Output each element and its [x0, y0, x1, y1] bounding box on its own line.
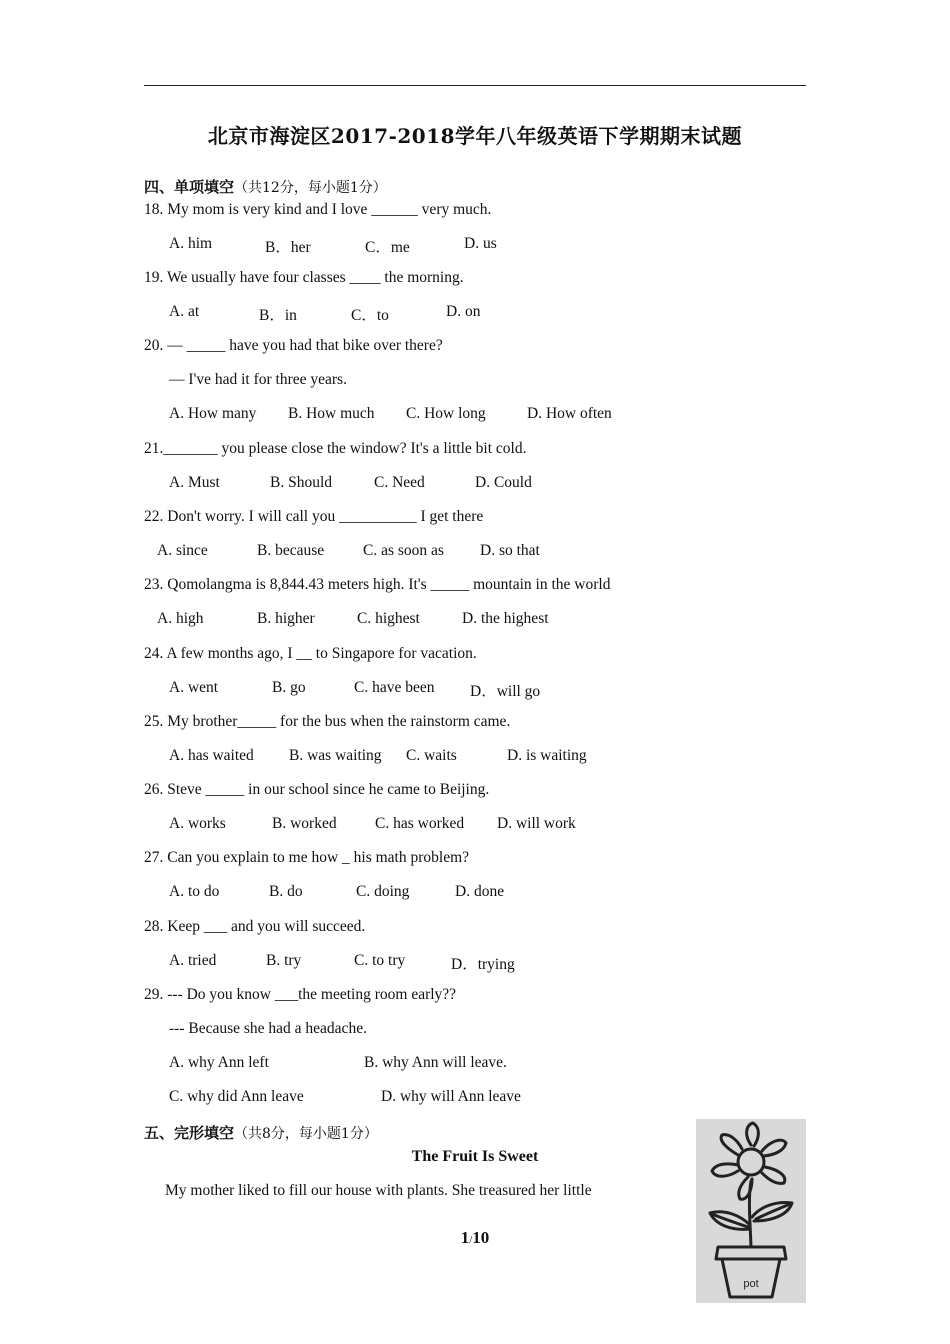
option-25-a: A. has waited	[169, 747, 254, 764]
option-20-d: D. How often	[527, 405, 612, 422]
section-5-note: （共8分，每小题1分）	[234, 1126, 378, 1142]
option-28-d: D．trying	[451, 956, 515, 973]
section-4-title: 四、单项填空	[144, 178, 235, 196]
option-26-a: A. works	[169, 815, 226, 832]
question-24: 24. A few months ago, I __ to Singapore for vacation.	[144, 645, 477, 662]
option-20-b: B. How much	[288, 405, 375, 422]
option-25-b: B. was waiting	[289, 747, 382, 764]
option-18-b: B．her	[265, 239, 311, 256]
option-21-a: A. Must	[169, 474, 220, 491]
question-21: 21._______ you please close the window? It's a little bit cold.	[144, 440, 527, 457]
option-22-a: A. since	[157, 542, 208, 559]
option-21-c: C. Need	[374, 474, 425, 491]
option-27-d: D. done	[455, 883, 505, 900]
option-19-d: D. on	[446, 303, 481, 320]
question-29: 29. --- Do you know ___the meeting room early??	[144, 986, 457, 1003]
question-19: 19. We usually have four classes ____ the morning.	[144, 269, 464, 286]
option-22-d: D. so that	[480, 542, 540, 559]
option-20-c: C. How long	[406, 405, 486, 422]
option-27-c: C. doing	[356, 883, 410, 900]
option-29-d: D. why will Ann leave	[381, 1088, 521, 1105]
option-27-a: A. to do	[169, 883, 220, 900]
header-rule	[144, 85, 806, 86]
option-27-b: B. do	[269, 883, 303, 900]
option-26-c: C. has worked	[375, 815, 465, 832]
question-20: 20. — _____ have you had that bike over there?	[144, 337, 443, 354]
option-21-b: B. Should	[270, 474, 333, 491]
option-23-c: C. highest	[357, 610, 420, 627]
option-21-d: D. Could	[475, 474, 532, 491]
question-25: 25. My brother_____ for the bus when the rainstorm came.	[144, 713, 511, 730]
option-22-b: B. because	[257, 542, 325, 559]
question-22: 22. Don't worry. I will call you __________ I get there	[144, 508, 484, 525]
option-23-b: B. higher	[257, 610, 315, 627]
question-26: 26. Steve _____ in our school since he came to Beijing.	[144, 781, 490, 798]
option-22-c: C. as soon as	[363, 542, 444, 559]
option-29-a: A. why Ann left	[169, 1054, 269, 1071]
option-28-b: B. try	[266, 952, 302, 969]
option-24-c: C. have been	[354, 679, 435, 696]
option-29-c: C. why did Ann leave	[169, 1088, 304, 1105]
question-29-reply: --- Because she had a headache.	[169, 1020, 367, 1037]
option-25-d: D. is waiting	[507, 747, 587, 764]
option-18-d: D. us	[464, 235, 497, 252]
page-title: 北京市海淀区2017-2018学年八年级英语下学期期末试题	[207, 124, 743, 148]
question-20-reply: — I've had it for three years.	[169, 371, 347, 388]
option-25-c: C. waits	[406, 747, 457, 764]
option-28-c: C. to try	[354, 952, 406, 969]
question-18: 18. My mom is very kind and I love ______ very much.	[144, 201, 492, 218]
option-28-a: A. tried	[169, 952, 217, 969]
flower-pot-drawing	[696, 1119, 806, 1303]
option-19-a: A. at	[169, 303, 200, 320]
passage-first-line: My mother liked to fill our house with plants. She treasured her little	[165, 1182, 592, 1199]
page-number	[0, 1228, 950, 1248]
page-total: 10	[472, 1228, 490, 1247]
option-26-b: B. worked	[272, 815, 337, 832]
option-24-a: A. went	[169, 679, 219, 696]
section-4-heading	[144, 176, 387, 197]
option-24-d: D．will go	[470, 683, 541, 700]
option-23-a: A. high	[157, 610, 204, 627]
page-slash: /	[469, 1234, 473, 1246]
option-26-d: D. will work	[497, 815, 576, 832]
pot-label: pot	[743, 1278, 759, 1290]
section-5-title: 五、完形填空	[144, 1124, 235, 1142]
page-current: 1	[460, 1228, 470, 1247]
option-24-b: B. go	[272, 679, 306, 696]
option-20-a: A. How many	[169, 405, 257, 422]
flower-pot-illustration	[696, 1119, 806, 1303]
option-19-c: C．to	[351, 307, 389, 324]
question-27: 27. Can you explain to me how _ his math problem?	[144, 849, 470, 866]
option-23-d: D. the highest	[462, 610, 549, 627]
option-18-a: A. him	[169, 235, 213, 252]
option-18-c: C．me	[365, 239, 410, 256]
section-5-heading	[144, 1122, 378, 1143]
passage-title: The Fruit Is Sweet	[411, 1148, 539, 1165]
section-4-note: （共12分，每小题1分）	[234, 180, 387, 196]
option-19-b: B．in	[259, 307, 297, 324]
option-29-b: B. why Ann will leave.	[364, 1054, 507, 1071]
question-23: 23. Qomolangma is 8,844.43 meters high. It's _____ mountain in the world	[144, 576, 611, 593]
question-28: 28. Keep ___ and you will succeed.	[144, 918, 366, 935]
